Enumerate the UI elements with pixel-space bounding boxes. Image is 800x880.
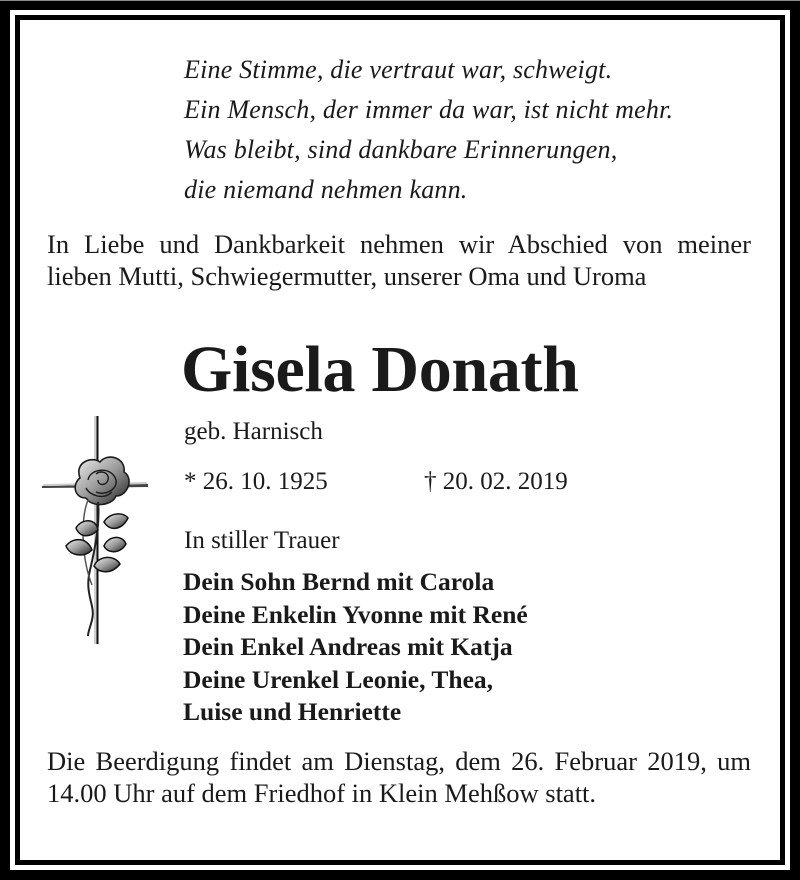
- deceased-name: Gisela Donath: [181, 333, 579, 406]
- maiden-name: geb. Harnisch: [184, 418, 323, 445]
- life-dates: [184, 465, 568, 499]
- mourner-line: Dein Sohn Bernd mit Carola: [183, 567, 495, 596]
- cross-with-rose-icon: [30, 405, 160, 655]
- mourner-line: Deine Enkelin Yvonne mit René: [183, 599, 528, 629]
- mourners-list: [183, 566, 528, 729]
- poem-line: Ein Mensch, der immer da war, ist nicht mehr.: [184, 95, 674, 124]
- poem-line: die niemand nehmen kann.: [184, 175, 468, 204]
- death-date: † 20. 02. 2019: [424, 468, 568, 495]
- memorial-poem: [184, 50, 673, 210]
- intro-paragraph: In Liebe und Dankbarkeit nehmen wir Abschied von meiner lieben Mutti, Schwiegermutter, unserer Oma und Uroma: [47, 229, 751, 291]
- mourner-line: Dein Enkel Andreas mit Katja: [183, 632, 513, 662]
- mourning-label: In stiller Trauer: [184, 527, 340, 554]
- mourner-line: Luise und Henriette: [183, 697, 402, 727]
- poem-line: Was bleibt, sind dankbare Erinnerungen,: [184, 135, 618, 164]
- mourner-line: Deine Urenkel Leonie, Thea,: [183, 664, 494, 694]
- poem-line: Eine Stimme, die vertraut war, schweigt.: [184, 55, 613, 84]
- birth-date: * 26. 10. 1925: [184, 468, 328, 495]
- funeral-notice: Die Beerdigung findet am Dienstag, dem 26. Februar 2019, um 14.00 Uhr auf dem Friedhof in Klein Mehßow statt.: [47, 746, 751, 808]
